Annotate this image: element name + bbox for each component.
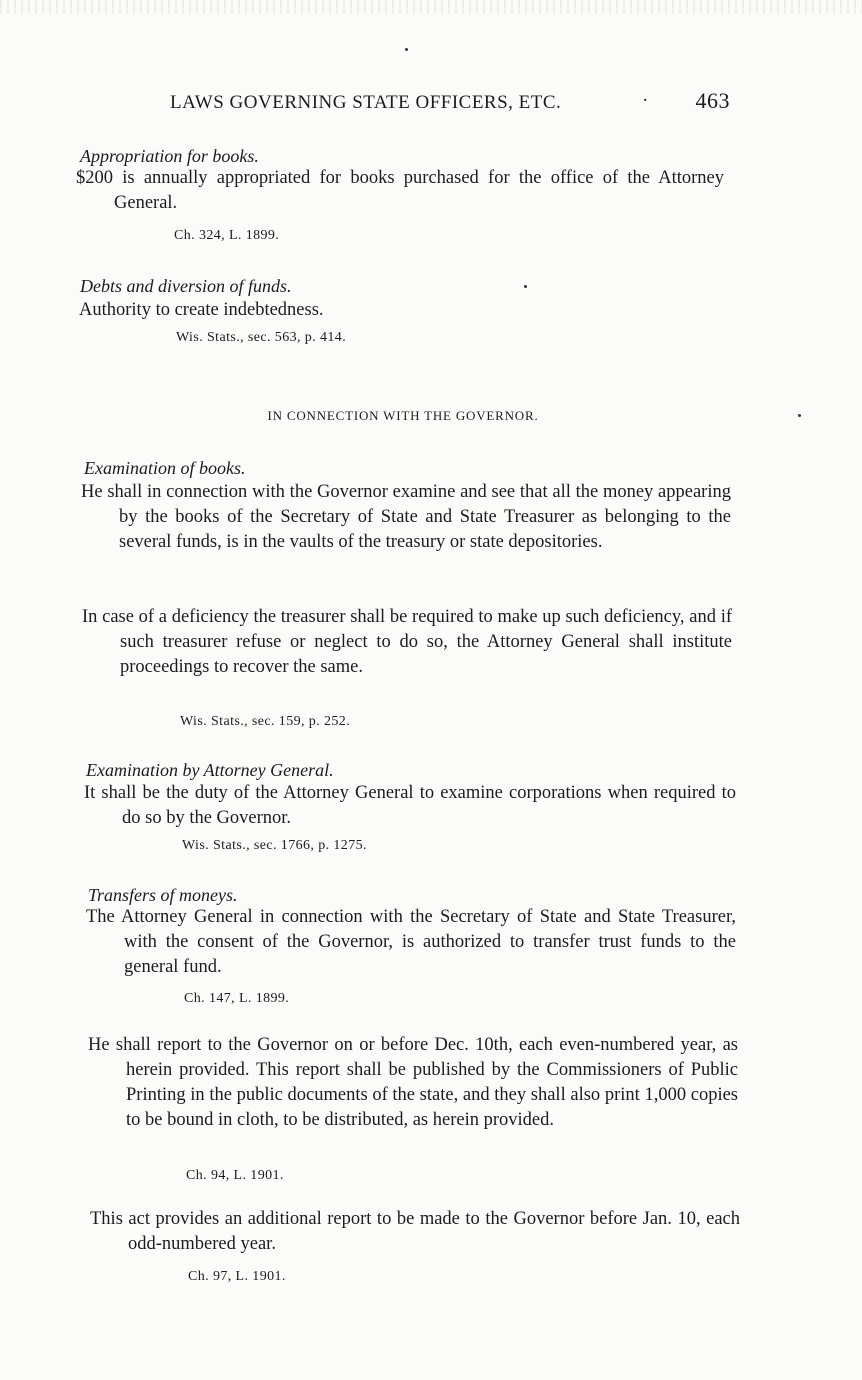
entry-citation: Ch. 97, L. 1901. — [188, 1269, 286, 1284]
entry-paragraph: The Attorney General in connection with the Secretary of State and State Treasurer, with the consent of the Governor, is authorized to transfer trust funds to the general fund. — [86, 907, 736, 977]
running-title: LAWS GOVERNING STATE OFFICERS, ETC. — [170, 92, 562, 113]
header-separator: · — [642, 90, 649, 111]
entry-paragraph: He shall report to the Governor on or before Dec. 10th, each even-numbered year, as herein provided. This report shall be published by the Commissioners of Public Printing in the public documents of the state, and they shall also print 1,000 copies to be bound in cloth, to be distributed, as herein provided. — [88, 1035, 738, 1130]
entry-heading: Transfers of moneys. — [88, 885, 238, 905]
entry-heading: Examination of books. — [84, 458, 246, 478]
entry-citation: Wis. Stats., sec. 563, p. 414. — [176, 330, 347, 345]
entry-heading: Examination by Attorney General. — [86, 760, 334, 780]
entry-paragraph: He shall in connection with the Governor examine and see that all the money appearing by the books of the Secretary of State and State Treasurer as belonging to the several funds, is in the vaults of the treasury or state depositories. — [81, 482, 731, 552]
entry-paragraph: This act provides an additional report to be made to the Governor before Jan. 10, each odd-numbered year. — [90, 1209, 740, 1254]
entry-citation: Ch. 147, L. 1899. — [184, 991, 290, 1006]
entry-paragraph: $200 is annually appropriated for books purchased for the office of the Attorney General. — [76, 168, 724, 213]
scan-speck — [405, 48, 408, 51]
scan-speck — [798, 414, 801, 417]
page-number: 463 — [695, 88, 730, 113]
entry-heading: Debts and diversion of funds. — [80, 276, 292, 296]
entry-paragraph: Authority to create indebtedness. — [79, 300, 324, 320]
entry-heading: Appropriation for books. — [80, 146, 259, 166]
scan-speck — [524, 285, 527, 288]
scan-noise — [0, 0, 862, 14]
entry-paragraph: It shall be the duty of the Attorney General to examine corporations when required to do so by the Governor. — [84, 783, 736, 828]
entry-citation: Wis. Stats., sec. 159, p. 252. — [180, 714, 351, 729]
entry-citation: Ch. 94, L. 1901. — [186, 1168, 284, 1183]
page-header — [170, 88, 730, 118]
section-subhead: IN CONNECTION WITH THE GOVERNOR. — [267, 408, 539, 423]
entry-paragraph: In case of a deficiency the treasurer shall be required to make up such deficiency, and if such treasurer refuse or neglect to do so, the Attorney General shall institute proceedings to recover the same. — [82, 607, 732, 677]
entry-citation: Ch. 324, L. 1899. — [174, 228, 280, 243]
entry-citation: Wis. Stats., sec. 1766, p. 1275. — [182, 838, 367, 853]
